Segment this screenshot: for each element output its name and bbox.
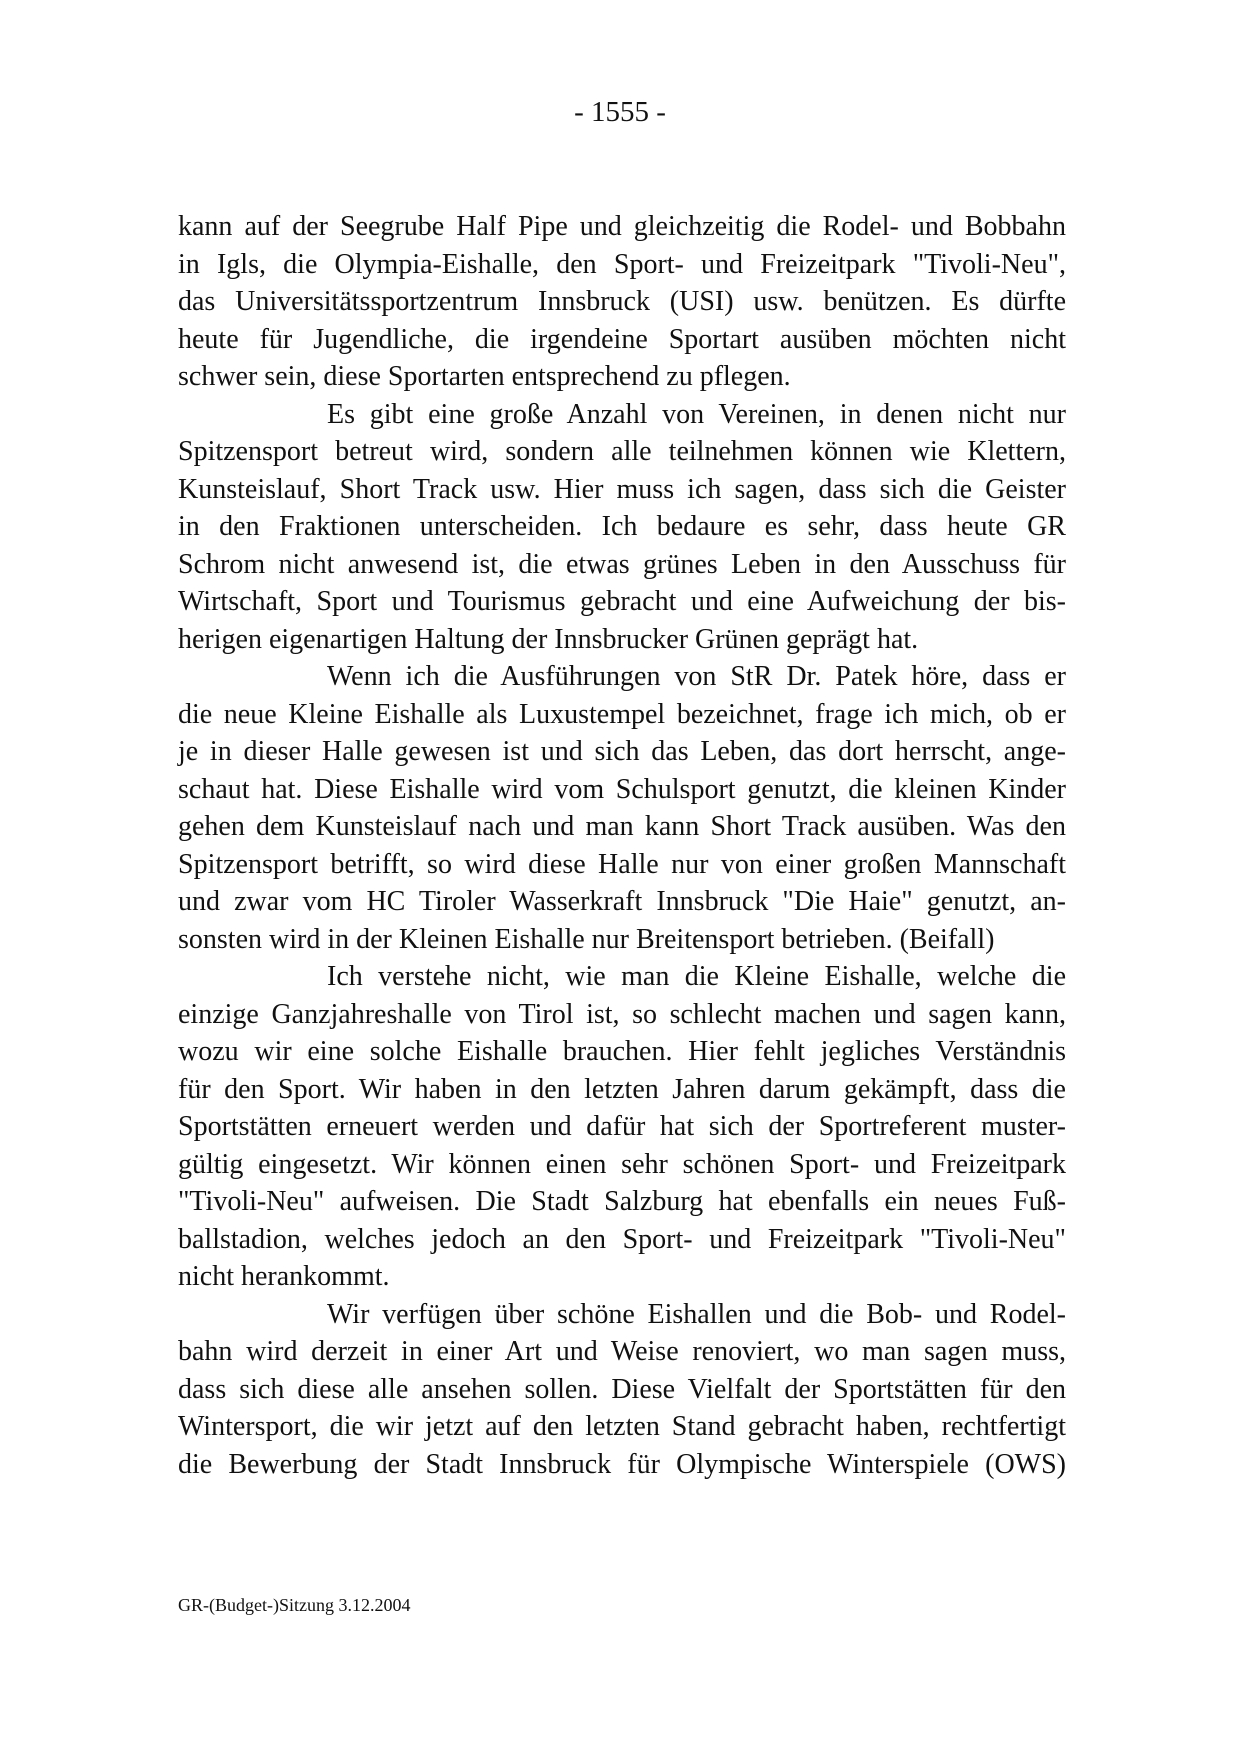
text-line: "Tivoli-Neu" aufweisen. Die Stadt Salzburg hat ebenfalls ein neues Fuß- (178, 1186, 1066, 1217)
footer: GR-(Budget-)Sitzung 3.12.2004 (178, 1595, 411, 1615)
paragraph (178, 1296, 1066, 1484)
text-line: nicht herankommt. (178, 1261, 390, 1292)
text-line: und zwar vom HC Tiroler Wasserkraft Innsbruck "Die Haie" genutzt, an- (178, 886, 1066, 917)
text-line: heute für Jugendliche, die irgendeine Sportart ausüben möchten nicht (178, 323, 1066, 355)
paragraph (178, 958, 1066, 1296)
paragraph (178, 208, 1066, 396)
text-line: schaut hat. Diese Eishalle wird vom Schulsport genutzt, die kleinen Kinder (178, 773, 1066, 805)
text-line: Wirtschaft, Sport und Tourismus gebracht und eine Aufweichung der bis- (178, 586, 1066, 617)
text-line: Ich verstehe nicht, wie man die Kleine Eishalle, welche die (327, 961, 1066, 992)
text-line: kann auf der Seegrube Half Pipe und gleichzeitig die Rodel- und Bobbahn (178, 211, 1066, 242)
page-number: - 1555 - (574, 96, 666, 128)
text-line: dass sich diese alle ansehen sollen. Diese Vielfalt der Sportstätten für den (178, 1373, 1066, 1405)
body-text (178, 208, 1066, 1483)
text-line: gehen dem Kunsteislauf nach und man kann Short Track ausüben. Was den (178, 811, 1066, 842)
text-line: sonsten wird in der Kleinen Eishalle nur Breitensport betrieben. (Beifall) (178, 923, 995, 955)
text-line: Wenn ich die Ausführungen von StR Dr. Patek höre, dass er (327, 661, 1066, 692)
text-line: Spitzensport betreut wird, sondern alle teilnehmen können wie Klettern, (178, 436, 1066, 467)
text-line: Kunsteislauf, Short Track usw. Hier muss ich sagen, dass sich die Geister (178, 473, 1066, 505)
text-line: in Igls, die Olympia-Eishalle, den Sport- und Freizeitpark "Tivoli-Neu", (178, 248, 1066, 280)
text-line: Wir verfügen über schöne Eishallen und die Bob- und Rodel- (327, 1298, 1066, 1330)
text-line: ballstadion, welches jedoch an den Sport- und Freizeitpark "Tivoli-Neu" (178, 1223, 1066, 1255)
paragraph (178, 658, 1066, 958)
text-line: für den Sport. Wir haben in den letzten Jahren darum gekämpft, dass die (178, 1073, 1066, 1105)
text-line: die Bewerbung der Stadt Innsbruck für Olympische Winterspiele (OWS) (178, 1448, 1066, 1480)
text-line: herigen eigenartigen Haltung der Innsbrucker Grünen geprägt hat. (178, 623, 919, 655)
text-line: das Universitätssportzentrum Innsbruck (USI) usw. benützen. Es dürfte (178, 286, 1066, 317)
text-line: einzige Ganzjahreshalle von Tirol ist, so schlecht machen und sagen kann, (178, 998, 1066, 1030)
text-line: Sportstätten erneuert werden und dafür hat sich der Sportreferent muster- (178, 1111, 1066, 1142)
text-line: schwer sein, diese Sportarten entsprechend zu pflegen. (178, 361, 791, 392)
text-line: gültig eingesetzt. Wir können einen sehr schönen Sport- und Freizeitpark (178, 1148, 1066, 1180)
text-line: Wintersport, die wir jetzt auf den letzten Stand gebracht haben, rechtfertigt (178, 1411, 1066, 1442)
paragraph (178, 396, 1066, 659)
text-line: bahn wird derzeit in einer Art und Weise renoviert, wo man sagen muss, (178, 1336, 1066, 1367)
text-line: je in dieser Halle gewesen ist und sich das Leben, das dort herrscht, ange- (178, 736, 1066, 767)
text-line: Schrom nicht anwesend ist, die etwas grünes Leben in den Ausschuss für (178, 548, 1066, 580)
text-line: in den Fraktionen unterscheiden. Ich bedaure es sehr, dass heute GR (178, 511, 1066, 542)
text-line: Spitzensport betrifft, so wird diese Halle nur von einer großen Mannschaft (178, 848, 1066, 880)
text-line: Es gibt eine große Anzahl von Vereinen, in denen nicht nur (327, 398, 1066, 430)
text-line: die neue Kleine Eishalle als Luxustempel bezeichnet, frage ich mich, ob er (178, 698, 1066, 730)
text-line: wozu wir eine solche Eishalle brauchen. Hier fehlt jegliches Verständnis (178, 1036, 1066, 1067)
